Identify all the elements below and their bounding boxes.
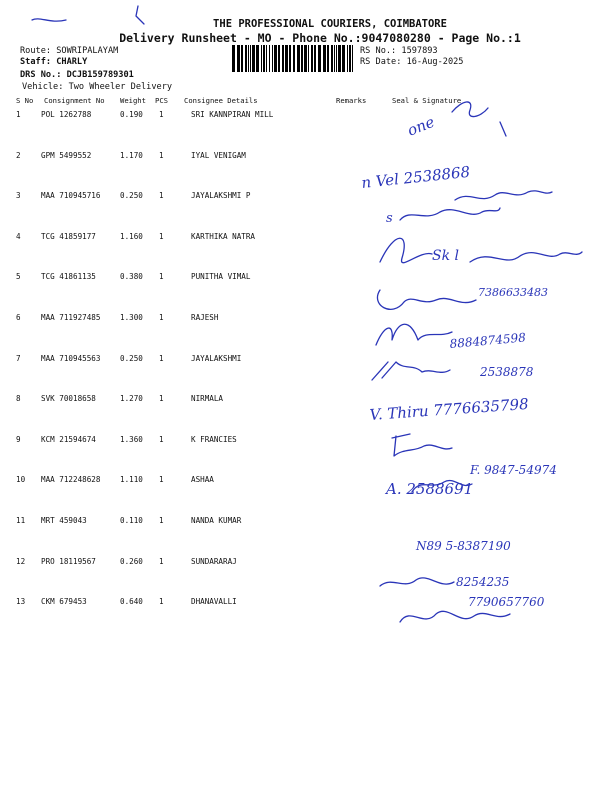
cell-weight: 1.170: [120, 150, 143, 160]
barcode-bar: [293, 45, 295, 72]
barcode-bar: [266, 45, 267, 72]
cell-weight: 1.300: [120, 313, 143, 322]
cell-pcs: 1: [159, 475, 164, 485]
barcode-bar: [304, 45, 307, 72]
cell-consignment: MAA 711927485: [41, 313, 101, 322]
handwriting-row-2: n Vel 2538868: [360, 162, 471, 192]
cell-weight: 0.250: [120, 353, 143, 363]
barcode-bar: [248, 45, 249, 72]
barcode-bar: [232, 45, 235, 72]
signature-row-1: [405, 102, 506, 140]
barcode-bar: [241, 45, 243, 72]
cell-consignment: MAA 712248628: [41, 475, 101, 485]
cell-weight: 0.110: [120, 516, 143, 525]
barcode-bar: [252, 45, 255, 72]
cell-sno: 4: [16, 231, 21, 241]
barcode-bar: [352, 45, 353, 72]
cell-pcs: 1: [159, 516, 164, 525]
handwriting-row-8: V. Thiru 7776635798: [369, 394, 530, 424]
cell-consignee: DHANAVALLI: [191, 597, 237, 607]
cell-consignee: KARTHIKA NATRA: [191, 231, 256, 241]
cell-consignee: NIRMALA: [191, 394, 224, 404]
barcode-bar: [250, 45, 251, 72]
cell-consignment: POL 1262788: [41, 110, 92, 119]
cell-sno: 6: [16, 313, 21, 322]
barcode-bar: [349, 45, 351, 72]
cell-consignment: TCG 41859177: [41, 231, 96, 241]
cell-consignee: SUNDARARAJ: [191, 556, 237, 566]
barcode-bar: [314, 45, 316, 72]
cell-sno: 9: [16, 434, 21, 444]
cell-consignee: IYAL VENIGAM: [191, 150, 246, 160]
col-consignee: Consignee Details: [184, 96, 258, 105]
cell-weight: 0.260: [120, 556, 143, 566]
cell-sno: 5: [16, 272, 21, 282]
signature-row-3: [386, 208, 500, 226]
signature-row-6: [376, 324, 527, 351]
cell-sno: 13: [16, 597, 26, 607]
cell-consignee: JAYALAKSHMI: [191, 353, 242, 363]
cell-weight: 0.250: [120, 191, 143, 201]
signature-row-5: [377, 286, 548, 309]
cell-pcs: 1: [159, 110, 164, 119]
barcode-bar: [274, 45, 277, 72]
cell-consignee: ASHAA: [191, 475, 214, 485]
barcode-bar: [289, 45, 291, 72]
cell-pcs: 1: [159, 191, 164, 201]
cell-sno: 2: [16, 150, 21, 160]
signature-row-2: [361, 163, 552, 200]
barcode-bar: [256, 45, 259, 72]
barcode-bar: [336, 45, 337, 72]
barcode-bar: [261, 45, 262, 72]
handwriting-row-7: 2538878: [480, 365, 534, 379]
handwriting-row-12: 8254235: [456, 575, 510, 589]
rs-number: RS No.: 1597893: [360, 46, 438, 56]
cell-sno: 7: [16, 353, 21, 363]
cell-consignment: TCG 41861135: [41, 272, 96, 282]
cell-consignment: CKM 679453: [41, 597, 87, 607]
cell-sno: 12: [16, 556, 26, 566]
cell-consignment: SVK 70018658: [41, 394, 96, 404]
barcode-bar: [297, 45, 300, 72]
vehicle-label: Vehicle: Two Wheeler Delivery: [22, 82, 173, 92]
barcode-bar: [272, 45, 273, 72]
cell-pcs: 1: [159, 313, 164, 322]
signature-row-13: [400, 595, 545, 622]
barcode-bar: [282, 45, 284, 72]
cell-pcs: 1: [159, 272, 164, 282]
barcode: [232, 45, 355, 72]
route-label: Route: SOWRIPALAYAM: [20, 46, 119, 56]
cell-consignment: MRT 459043: [41, 516, 87, 525]
barcode-bar: [318, 45, 321, 72]
cell-consignment: PRO 18119567: [41, 556, 96, 566]
barcode-bar: [269, 45, 270, 72]
cell-weight: 1.110: [120, 475, 143, 485]
cell-sno: 1: [16, 110, 21, 119]
cell-pcs: 1: [159, 394, 164, 404]
barcode-bar: [278, 45, 280, 72]
cell-pcs: 1: [159, 434, 164, 444]
cell-consignment: GPM 5499552: [41, 150, 92, 160]
cell-pcs: 1: [159, 231, 164, 241]
barcode-bar: [311, 45, 313, 72]
cell-weight: 1.270: [120, 394, 143, 404]
handwriting-row-1: one: [404, 112, 438, 140]
col-pcs: PCS: [155, 96, 168, 105]
barcode-bar: [323, 45, 326, 72]
signature-row-10: [384, 480, 473, 498]
cell-consignee: NANDA KUMAR: [191, 516, 242, 525]
barcode-bar: [245, 45, 247, 72]
barcode-bar: [237, 45, 240, 72]
cell-consignment: MAA 710945563: [41, 353, 101, 363]
cell-sno: 10: [16, 475, 26, 485]
cell-sno: 8: [16, 394, 21, 404]
runsheet-subtitle: Delivery Runsheet - MO - Phone No.:9047080280 - Page No.:1: [119, 31, 521, 45]
cell-sno: 3: [16, 191, 21, 201]
barcode-bar: [338, 45, 341, 72]
cell-pcs: 1: [159, 353, 164, 363]
handwriting-row-13: 7790657760: [468, 595, 545, 609]
barcode-bar: [308, 45, 309, 72]
cell-consignee: SRI KANNPIRAN MILL: [191, 110, 274, 119]
handwriting-row-11: N89 5-8387190: [416, 539, 511, 553]
cell-weight: 0.380: [120, 272, 143, 282]
cell-weight: 1.160: [120, 231, 143, 241]
cell-pcs: 1: [159, 150, 164, 160]
signature-row-9: [392, 434, 557, 477]
cell-sno: 11: [16, 516, 26, 525]
staff-label: Staff: CHARLY: [20, 57, 88, 67]
cell-consignment: MAA 710945716: [41, 191, 101, 201]
cell-consignee: PUNITHA VIMAL: [191, 272, 251, 282]
cell-weight: 1.360: [120, 434, 143, 444]
handwriting-row-6: 8884874598: [449, 330, 527, 351]
barcode-bar: [331, 45, 333, 72]
cell-pcs: 1: [159, 597, 164, 607]
barcode-bar: [263, 45, 265, 72]
cell-consignee: JAYALAKSHMI P: [191, 191, 251, 201]
cell-weight: 0.640: [120, 597, 143, 607]
col-seal-signature: Seal & Signature: [392, 96, 462, 105]
handwriting-row-10: A. 2588691: [386, 480, 474, 498]
handwriting-row-3: s: [386, 211, 393, 226]
col-sno: S No: [16, 96, 34, 105]
cell-weight: 0.190: [120, 110, 143, 119]
col-consignment: Consignment No: [44, 96, 105, 105]
cell-consignee: RAJESH: [191, 313, 219, 322]
signature-row-8: [369, 395, 529, 424]
barcode-bar: [342, 45, 345, 72]
company-title: THE PROFESSIONAL COURIERS, COIMBATORE: [213, 18, 447, 30]
signature-row-4: [380, 238, 582, 264]
barcode-bar: [327, 45, 329, 72]
cell-consignment: KCM 21594674: [41, 434, 96, 444]
handwriting-row-9: F. 9847-54974: [470, 463, 557, 477]
cell-consignee: K FRANCIES: [191, 434, 237, 444]
drs-number: DRS No.: DCJB159789301: [20, 70, 134, 80]
signature-row-7: [372, 362, 534, 380]
col-weight: Weight: [120, 96, 146, 105]
barcode-bar: [347, 45, 348, 72]
signature-row-12: [380, 575, 509, 589]
barcode-bar: [301, 45, 303, 72]
handwriting-row-4: Sk l: [432, 248, 460, 264]
barcode-bar: [285, 45, 288, 72]
rs-date: RS Date: 16-Aug-2025: [360, 57, 464, 67]
barcode-bar: [334, 45, 335, 72]
col-remarks: Remarks: [336, 96, 367, 105]
handwriting-row-5: 7386633483: [478, 286, 548, 299]
cell-pcs: 1: [159, 556, 164, 566]
signature-row-11: [415, 539, 511, 553]
